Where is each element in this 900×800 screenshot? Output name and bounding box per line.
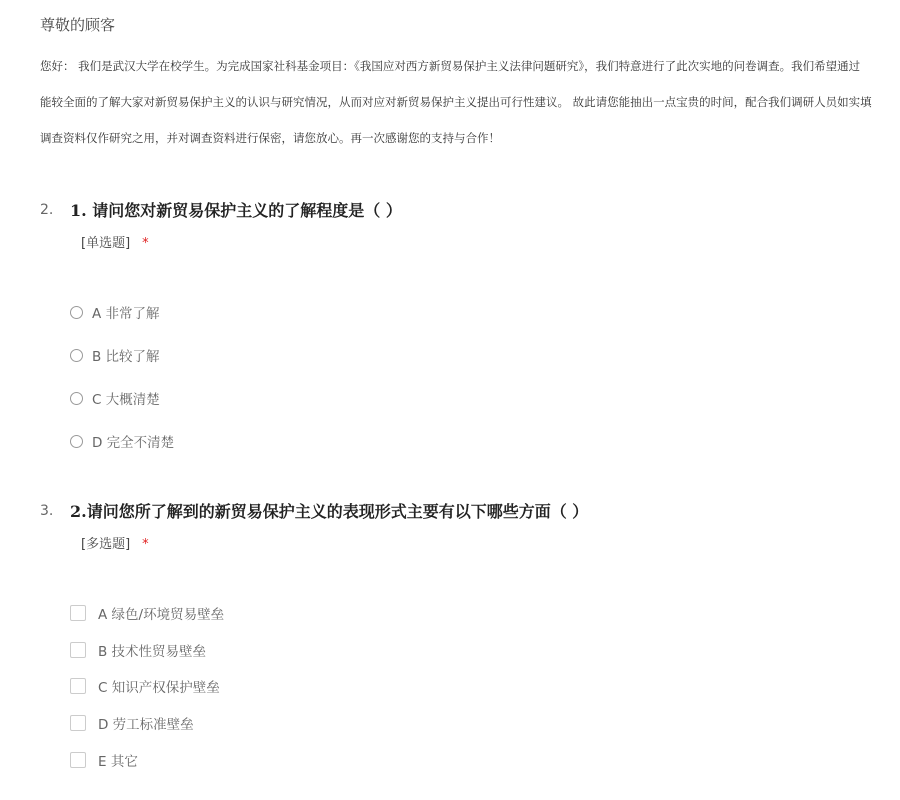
checkbox-option-c[interactable]	[70, 676, 220, 696]
intro-line: 调查资料仅作研究之用，并对调查资料进行保密，请您放心。再一次感谢您的支持与合作！	[40, 131, 500, 145]
required-mark: *	[142, 537, 149, 552]
question-type-text: [单选题]	[81, 236, 131, 251]
option-label[interactable]: B 比较了解	[92, 349, 160, 365]
checkbox[interactable]	[70, 605, 86, 621]
greeting-heading: 尊敬的顾客	[40, 16, 116, 34]
checkbox[interactable]	[70, 752, 86, 768]
question-title: 2.请问您所了解到的新贸易保护主义的表现形式主要有以下哪些方面（ ）	[70, 502, 589, 521]
checkbox[interactable]	[70, 642, 86, 658]
option-label[interactable]: E 其它	[98, 754, 138, 770]
radio-button[interactable]	[70, 306, 83, 319]
radio-option-c[interactable]	[70, 388, 160, 408]
option-label[interactable]: D 劳工标准壁垒	[98, 717, 194, 733]
radio-button[interactable]	[70, 392, 83, 405]
intro-line: 能较全面的了解大家对新贸易保护主义的认识与研究情况，从而对应对新贸易保护主义提出可行性建议。 故此请您能抽出一点宝贵的时间，配合我们调研人员如实填	[40, 95, 872, 109]
checkbox-option-e[interactable]	[70, 750, 138, 770]
radio-option-a[interactable]	[70, 302, 160, 322]
intro-paragraph	[40, 56, 900, 164]
question-type-label	[81, 533, 149, 552]
checkbox[interactable]	[70, 715, 86, 731]
intro-line: 您好： 我们是武汉大学在校学生。为完成国家社科基金项目：《我国应对西方新贸易保护主义法律问题研究》，我们特意进行了此次实地的问卷调查。我们希望通过	[40, 59, 861, 73]
option-label[interactable]: D 完全不清楚	[92, 435, 175, 451]
option-label[interactable]: C 大概清楚	[92, 392, 160, 408]
option-label[interactable]: A 非常了解	[92, 306, 160, 322]
radio-button[interactable]	[70, 349, 83, 362]
question-number: 3.	[40, 503, 54, 519]
radio-option-b[interactable]	[70, 345, 160, 365]
checkbox[interactable]	[70, 678, 86, 694]
question-title: 1. 请问您对新贸易保护主义的了解程度是（ ）	[70, 201, 402, 220]
question-number: 2.	[40, 202, 54, 218]
option-label[interactable]: A 绿色/环境贸易壁垒	[98, 607, 225, 623]
checkbox-option-d[interactable]	[70, 713, 194, 733]
question-type-text: [多选题]	[81, 537, 131, 552]
question-type-label	[81, 232, 149, 251]
checkbox-option-b[interactable]	[70, 640, 206, 660]
option-label[interactable]: B 技术性贸易壁垒	[98, 644, 207, 660]
option-label[interactable]: C 知识产权保护壁垒	[98, 680, 220, 696]
radio-button[interactable]	[70, 435, 83, 448]
checkbox-option-a[interactable]	[70, 603, 224, 623]
required-mark: *	[142, 236, 149, 251]
radio-option-d[interactable]	[70, 431, 174, 451]
